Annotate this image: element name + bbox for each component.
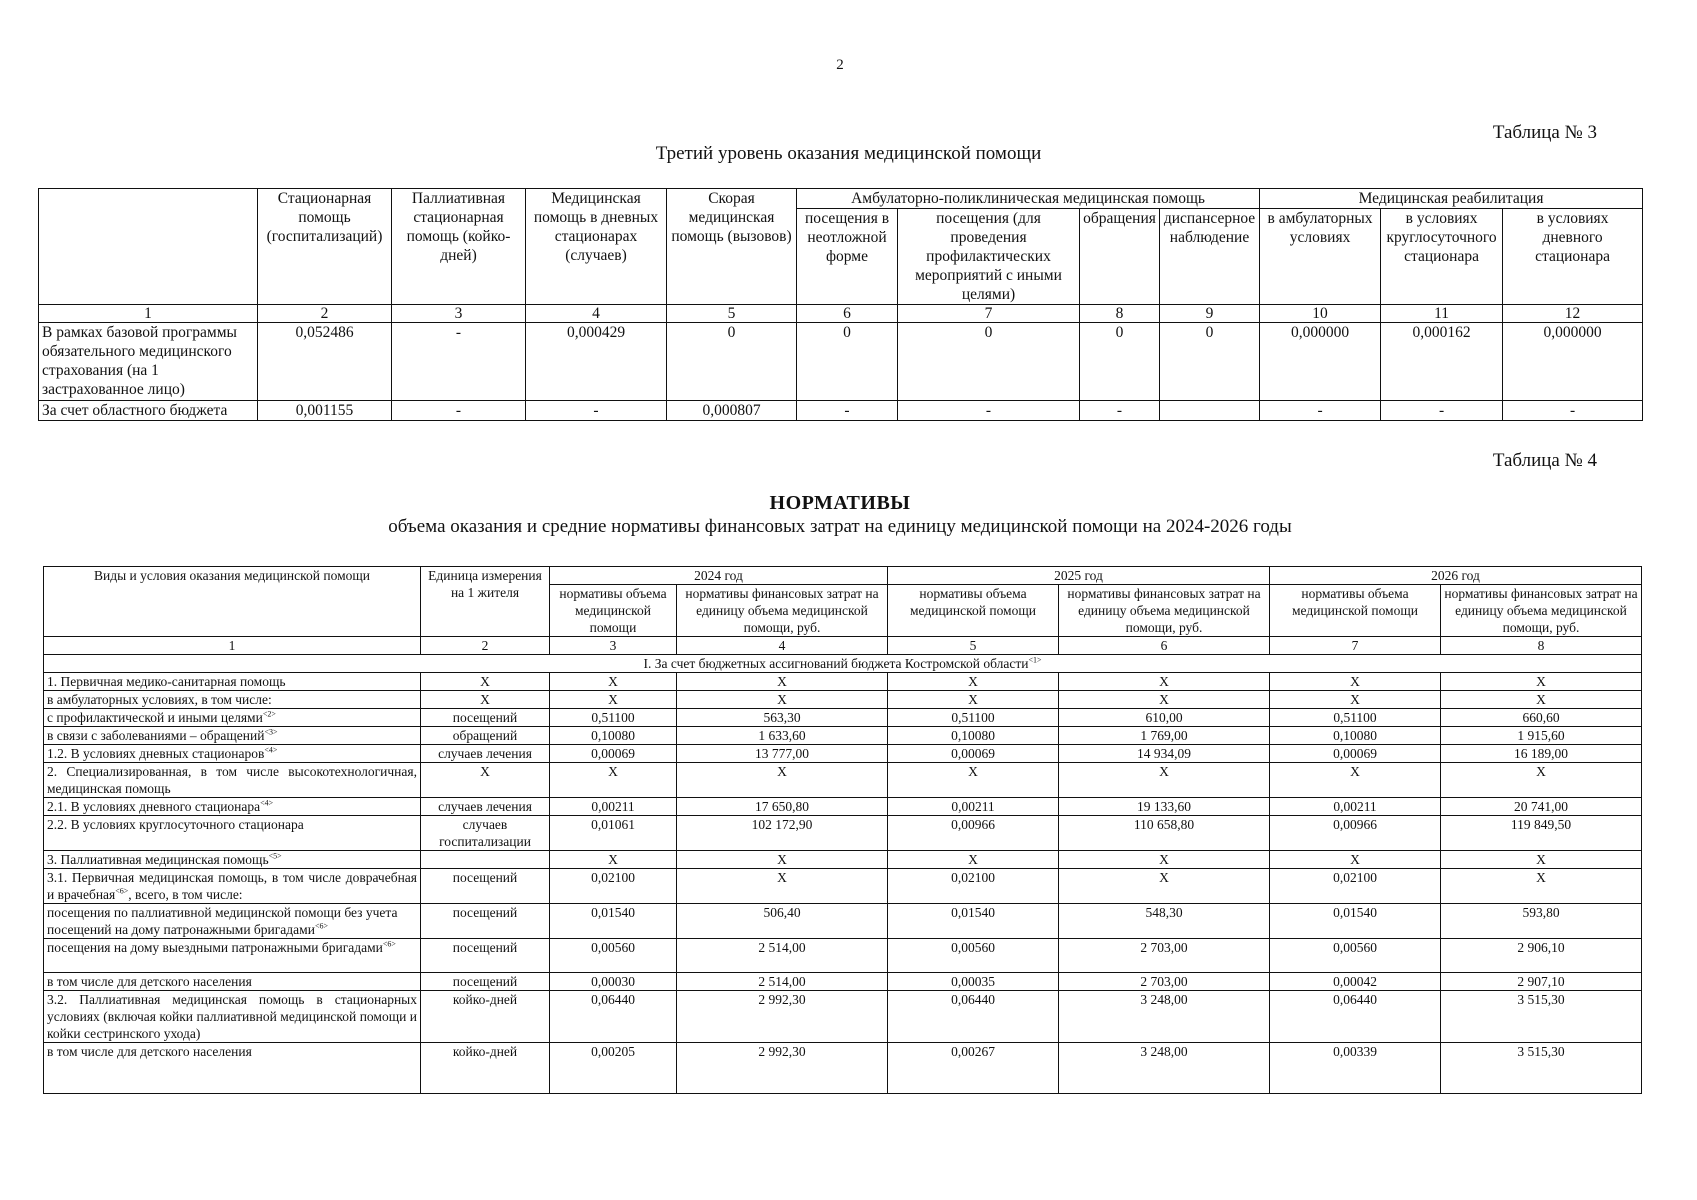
column-number: 11 <box>1381 305 1503 323</box>
table4-year-header: 2025 год <box>888 567 1270 585</box>
table-cell: Х <box>550 851 677 869</box>
row-label <box>44 763 421 798</box>
table4-header-cell: Виды и условия оказания медицинской помощи <box>44 567 421 637</box>
table-cell: 3 248,00 <box>1059 991 1270 1043</box>
column-number: 3 <box>392 305 526 323</box>
table3 <box>38 188 1643 421</box>
table3-header-cell: Скорая медицинская помощь (вызовов) <box>667 189 797 305</box>
table4-header-row <box>44 567 1642 585</box>
footnote-marker: <6> <box>382 939 396 949</box>
table-cell: 0,00035 <box>888 973 1059 991</box>
row-label-text: 3.2. Паллиативная медицинская помощь в стационарных условиях (включая койки паллиативной медицинской помощи и койки сестринского ухода) <box>47 992 417 1041</box>
table4 <box>43 566 1642 1094</box>
column-number: 1 <box>44 637 421 655</box>
table-row <box>44 673 1642 691</box>
table4-year-header: 2026 год <box>1270 567 1642 585</box>
row-label-text: в связи с заболеваниями – обращений <box>47 728 265 743</box>
table-cell: 0,000000 <box>1503 323 1643 401</box>
table-cell: - <box>797 401 898 421</box>
column-number: 4 <box>526 305 667 323</box>
table-row <box>44 709 1642 727</box>
table-cell: 610,00 <box>1059 709 1270 727</box>
row-label: В рамках базовой программы обязательного медицинского страхования (на 1 застрахованное лицо) <box>39 323 258 401</box>
table-cell: Х <box>550 673 677 691</box>
unit-cell: посещений <box>421 939 550 973</box>
table-row <box>44 816 1642 851</box>
table-cell: Х <box>677 869 888 904</box>
table-row <box>44 869 1642 904</box>
table-cell: 548,30 <box>1059 904 1270 939</box>
table-cell: 0,02100 <box>550 869 677 904</box>
row-label <box>44 939 421 973</box>
footnote-marker: <2> <box>262 709 276 719</box>
unit-cell: случаев лечения <box>421 798 550 816</box>
table-cell: 0,06440 <box>1270 991 1441 1043</box>
table-row <box>44 991 1642 1043</box>
table-cell: 0,00069 <box>1270 745 1441 763</box>
table-cell: 0,00267 <box>888 1043 1059 1094</box>
row-label-text: с профилактической и иными целями <box>47 710 263 725</box>
table-cell: 16 189,00 <box>1441 745 1642 763</box>
table4-subtitle: объема оказания и средние нормативы финансовых затрат на единицу медицинской помощи на 2024-2026 годы <box>388 516 1292 537</box>
table-cell: 0 <box>797 323 898 401</box>
table-cell: 2 992,30 <box>677 991 888 1043</box>
table4-header-cell: нормативы объема медицинской помощи <box>1270 585 1441 637</box>
table-row <box>44 939 1642 973</box>
table-cell: 0,00560 <box>1270 939 1441 973</box>
table-cell: Х <box>1270 763 1441 798</box>
column-number: 2 <box>421 637 550 655</box>
table-cell: 0,00339 <box>1270 1043 1441 1094</box>
row-label <box>44 798 421 816</box>
table-cell: 2 703,00 <box>1059 939 1270 973</box>
table-cell: Х <box>1270 691 1441 709</box>
column-number: 10 <box>1260 305 1381 323</box>
table4-year-header: 2024 год <box>550 567 888 585</box>
unit-cell: случаев госпитализации <box>421 816 550 851</box>
table-cell: 0,51100 <box>1270 709 1441 727</box>
table-cell: 0,001155 <box>258 401 392 421</box>
row-label: За счет областного бюджета <box>39 401 258 421</box>
row-label-text: посещения на дому выездными патронажными бригадами <box>47 940 383 955</box>
unit-cell: посещений <box>421 973 550 991</box>
table-cell: 102 172,90 <box>677 816 888 851</box>
table-row <box>44 763 1642 798</box>
table-cell: 1 769,00 <box>1059 727 1270 745</box>
row-label-text: 2.1. В условиях дневного стационара <box>47 799 261 814</box>
table-cell: Х <box>550 763 677 798</box>
row-label <box>44 673 421 691</box>
table-cell: Х <box>1059 673 1270 691</box>
table-cell: 0,00069 <box>888 745 1059 763</box>
footnote-marker: <3> <box>264 727 278 737</box>
table-cell: Х <box>677 691 888 709</box>
table3-header-cell: посещения в неотложной форме <box>797 209 898 305</box>
table4-header-cell: нормативы объема медицинской помощи <box>550 585 677 637</box>
table-cell: Х <box>677 851 888 869</box>
table-cell: 563,30 <box>677 709 888 727</box>
page-number: 2 <box>836 57 844 73</box>
table4-header-cell: нормативы финансовых затрат на единицу объема медицинской помощи, руб. <box>1059 585 1270 637</box>
unit-cell: обращений <box>421 727 550 745</box>
table3-header-cell: диспансерное наблюдение <box>1160 209 1260 305</box>
table-cell: Х <box>1059 691 1270 709</box>
section-row <box>44 655 1642 673</box>
column-number: 2 <box>258 305 392 323</box>
table3-header-group: Медицинская реабилитация <box>1260 189 1643 209</box>
table-row <box>44 727 1642 745</box>
table-cell: Х <box>550 691 677 709</box>
table3-column-numbers <box>39 305 1643 323</box>
table4-header-cell: Единица измерения на 1 жителя <box>421 567 550 637</box>
table-cell: 0,00211 <box>550 798 677 816</box>
table4-title: НОРМАТИВЫ <box>769 492 911 514</box>
column-number: 5 <box>667 305 797 323</box>
row-label <box>44 869 421 904</box>
unit-cell: Х <box>421 691 550 709</box>
table-cell: 0,052486 <box>258 323 392 401</box>
row-label-text: в амбулаторных условиях, в том числе: <box>47 692 272 707</box>
unit-cell: койко-дней <box>421 1043 550 1094</box>
column-number: 12 <box>1503 305 1643 323</box>
table-cell: 0,01540 <box>1270 904 1441 939</box>
table-cell: 2 514,00 <box>677 939 888 973</box>
footnote-marker: <6> <box>115 886 129 896</box>
table-cell: Х <box>888 763 1059 798</box>
row-label <box>44 816 421 851</box>
table-row <box>44 1043 1642 1094</box>
table3-header-cell: в условиях круглосуточного стационара <box>1381 209 1503 305</box>
table-cell: 3 515,30 <box>1441 991 1642 1043</box>
table-cell: Х <box>1441 851 1642 869</box>
unit-cell: койко-дней <box>421 991 550 1043</box>
table-cell: 0,000429 <box>526 323 667 401</box>
table-cell: 593,80 <box>1441 904 1642 939</box>
table-cell: 1 915,60 <box>1441 727 1642 745</box>
table-cell: - <box>1080 401 1160 421</box>
table3-header-cell: посещения (для проведения профилактических мероприятий с иными целями) <box>898 209 1080 305</box>
table-cell: 0,00966 <box>888 816 1059 851</box>
table-cell: Х <box>1441 763 1642 798</box>
column-number: 3 <box>550 637 677 655</box>
table3-header-group: Амбулаторно-поликлиническая медицинская помощь <box>797 189 1260 209</box>
table-cell: 0,10080 <box>1270 727 1441 745</box>
table3-header-row <box>39 189 1643 209</box>
table-cell: 0 <box>1160 323 1260 401</box>
table-cell: Х <box>1441 691 1642 709</box>
table-cell: 0,00966 <box>1270 816 1441 851</box>
table-cell: 110 658,80 <box>1059 816 1270 851</box>
section-title-text: I. За счет бюджетных ассигнований бюджета Костромской области <box>643 656 1029 671</box>
table-cell: 0,51100 <box>888 709 1059 727</box>
table-cell: 2 992,30 <box>677 1043 888 1094</box>
table4-header-cell: нормативы объема медицинской помощи <box>888 585 1059 637</box>
table-cell: 19 133,60 <box>1059 798 1270 816</box>
table-cell: - <box>392 401 526 421</box>
table-cell: 0,02100 <box>888 869 1059 904</box>
table3-title: Третий уровень оказания медицинской помощи <box>655 143 1042 164</box>
column-number: 7 <box>1270 637 1441 655</box>
column-number: 8 <box>1441 637 1642 655</box>
table-cell: 0,00205 <box>550 1043 677 1094</box>
row-label <box>44 1043 421 1094</box>
column-number: 4 <box>677 637 888 655</box>
table-cell: 0,06440 <box>888 991 1059 1043</box>
footnote-marker: <4> <box>260 798 274 808</box>
table-cell: 0 <box>667 323 797 401</box>
table-cell: 0 <box>1080 323 1160 401</box>
table-row <box>44 851 1642 869</box>
table-row <box>39 323 1643 401</box>
column-number: 6 <box>797 305 898 323</box>
table-cell: 2 907,10 <box>1441 973 1642 991</box>
table4-body <box>44 673 1642 1094</box>
table-cell: 13 777,00 <box>677 745 888 763</box>
section-title <box>44 655 1642 673</box>
table-cell: 3 248,00 <box>1059 1043 1270 1094</box>
unit-cell: посещений <box>421 709 550 727</box>
footnote-marker: <4> <box>264 745 278 755</box>
table4-label: Таблица № 4 <box>1492 450 1597 471</box>
table-cell: 119 849,50 <box>1441 816 1642 851</box>
unit-cell: случаев лечения <box>421 745 550 763</box>
row-label <box>44 851 421 869</box>
row-label-text: 3.1. Первичная медицинская помощь, в том числе доврачебная и врачебная <box>47 870 417 902</box>
column-number: 9 <box>1160 305 1260 323</box>
table-row <box>44 745 1642 763</box>
table-cell: Х <box>1270 851 1441 869</box>
table-cell: Х <box>888 673 1059 691</box>
table-row <box>44 973 1642 991</box>
table-cell: 14 934,09 <box>1059 745 1270 763</box>
table-cell: Х <box>1059 763 1270 798</box>
table-cell: Х <box>1270 673 1441 691</box>
table-cell: - <box>1503 401 1643 421</box>
table-cell: 0,000807 <box>667 401 797 421</box>
row-label <box>44 904 421 939</box>
table3-header-empty <box>39 189 258 305</box>
table-cell: - <box>526 401 667 421</box>
table-cell: 0,06440 <box>550 991 677 1043</box>
footnote-marker: <5> <box>268 851 282 861</box>
table-cell: - <box>392 323 526 401</box>
row-label <box>44 709 421 727</box>
row-label <box>44 745 421 763</box>
row-label-text: 2. Специализированная, в том числе высокотехнологичная, медицинская помощь <box>47 764 417 796</box>
unit-cell: Х <box>421 763 550 798</box>
table3-header-cell: Стационарная помощь (госпитализаций) <box>258 189 392 305</box>
table-cell: 2 703,00 <box>1059 973 1270 991</box>
row-label-text: в том числе для детского населения <box>47 1044 252 1059</box>
table-cell: 0,10080 <box>888 727 1059 745</box>
table-cell: Х <box>888 851 1059 869</box>
unit-cell: Х <box>421 673 550 691</box>
table-cell: Х <box>888 691 1059 709</box>
row-label <box>44 973 421 991</box>
row-label-text: 3. Паллиативная медицинская помощь <box>47 852 269 867</box>
table-cell: 3 515,30 <box>1441 1043 1642 1094</box>
row-label-text: посещения по паллиативной медицинской помощи без учета посещений на дому патронажными бригадами <box>47 905 398 937</box>
row-label-text: 1. Первичная медико-санитарная помощь <box>47 674 286 689</box>
table-cell: 0,00030 <box>550 973 677 991</box>
table3-header-cell: обращения <box>1080 209 1160 305</box>
table3-header-cell: Медицинская помощь в дневных стационарах (случаев) <box>526 189 667 305</box>
table-cell: - <box>1260 401 1381 421</box>
table-cell: 0,00042 <box>1270 973 1441 991</box>
footnote-marker: <1> <box>1028 655 1042 665</box>
table-cell <box>1160 401 1260 421</box>
row-label <box>44 691 421 709</box>
table4-header-cell: нормативы финансовых затрат на единицу объема медицинской помощи, руб. <box>1441 585 1642 637</box>
table-cell: Х <box>1059 869 1270 904</box>
table3-header-cell: Паллиативная стационарная помощь (койко-дней) <box>392 189 526 305</box>
row-label <box>44 991 421 1043</box>
unit-cell: посещений <box>421 904 550 939</box>
table-row <box>44 904 1642 939</box>
table-cell: 0,00211 <box>888 798 1059 816</box>
table-cell: 0,02100 <box>1270 869 1441 904</box>
table-cell: Х <box>677 673 888 691</box>
table-cell: - <box>1381 401 1503 421</box>
column-number: 6 <box>1059 637 1270 655</box>
table4-header-cell: нормативы финансовых затрат на единицу объема медицинской помощи, руб. <box>677 585 888 637</box>
row-label-text: 2.2. В условиях круглосуточного стационара <box>47 817 304 832</box>
table-cell: Х <box>1059 851 1270 869</box>
table-cell: 2 906,10 <box>1441 939 1642 973</box>
row-label-text: в том числе для детского населения <box>47 974 252 989</box>
table-row <box>39 401 1643 421</box>
table3-header-cell: в условиях дневного стационара <box>1503 209 1643 305</box>
table-cell: 0,00069 <box>550 745 677 763</box>
column-number: 7 <box>898 305 1080 323</box>
table-cell: 20 741,00 <box>1441 798 1642 816</box>
column-number: 1 <box>39 305 258 323</box>
column-number: 5 <box>888 637 1059 655</box>
row-label-tail: , всего, в том числе: <box>128 887 243 902</box>
table-row <box>44 798 1642 816</box>
table-cell: 0,01540 <box>550 904 677 939</box>
unit-cell: посещений <box>421 869 550 904</box>
row-label-text: 1.2. В условиях дневных стационаров <box>47 746 265 761</box>
column-number: 8 <box>1080 305 1160 323</box>
table3-label: Таблица № 3 <box>1492 122 1597 143</box>
unit-cell <box>421 851 550 869</box>
table-cell: - <box>898 401 1080 421</box>
table-cell: Х <box>1441 869 1642 904</box>
footnote-marker: <6> <box>314 921 328 931</box>
row-label <box>44 727 421 745</box>
table-cell: 0,00560 <box>550 939 677 973</box>
table-cell: 17 650,80 <box>677 798 888 816</box>
table4-column-numbers <box>44 637 1642 655</box>
table-cell: Х <box>1441 673 1642 691</box>
table3-header-cell: в амбулаторных условиях <box>1260 209 1381 305</box>
table-cell: 0,01061 <box>550 816 677 851</box>
table-cell: Х <box>677 763 888 798</box>
table-cell: 0,51100 <box>550 709 677 727</box>
table-cell: 0,00211 <box>1270 798 1441 816</box>
table-cell: 0,00560 <box>888 939 1059 973</box>
table-cell: 0,10080 <box>550 727 677 745</box>
table-row <box>44 691 1642 709</box>
table-cell: 0,000162 <box>1381 323 1503 401</box>
table-cell: 0 <box>898 323 1080 401</box>
table-cell: 0,000000 <box>1260 323 1381 401</box>
table-cell: 0,01540 <box>888 904 1059 939</box>
table-cell: 2 514,00 <box>677 973 888 991</box>
table-cell: 506,40 <box>677 904 888 939</box>
table-cell: 1 633,60 <box>677 727 888 745</box>
table-cell: 660,60 <box>1441 709 1642 727</box>
